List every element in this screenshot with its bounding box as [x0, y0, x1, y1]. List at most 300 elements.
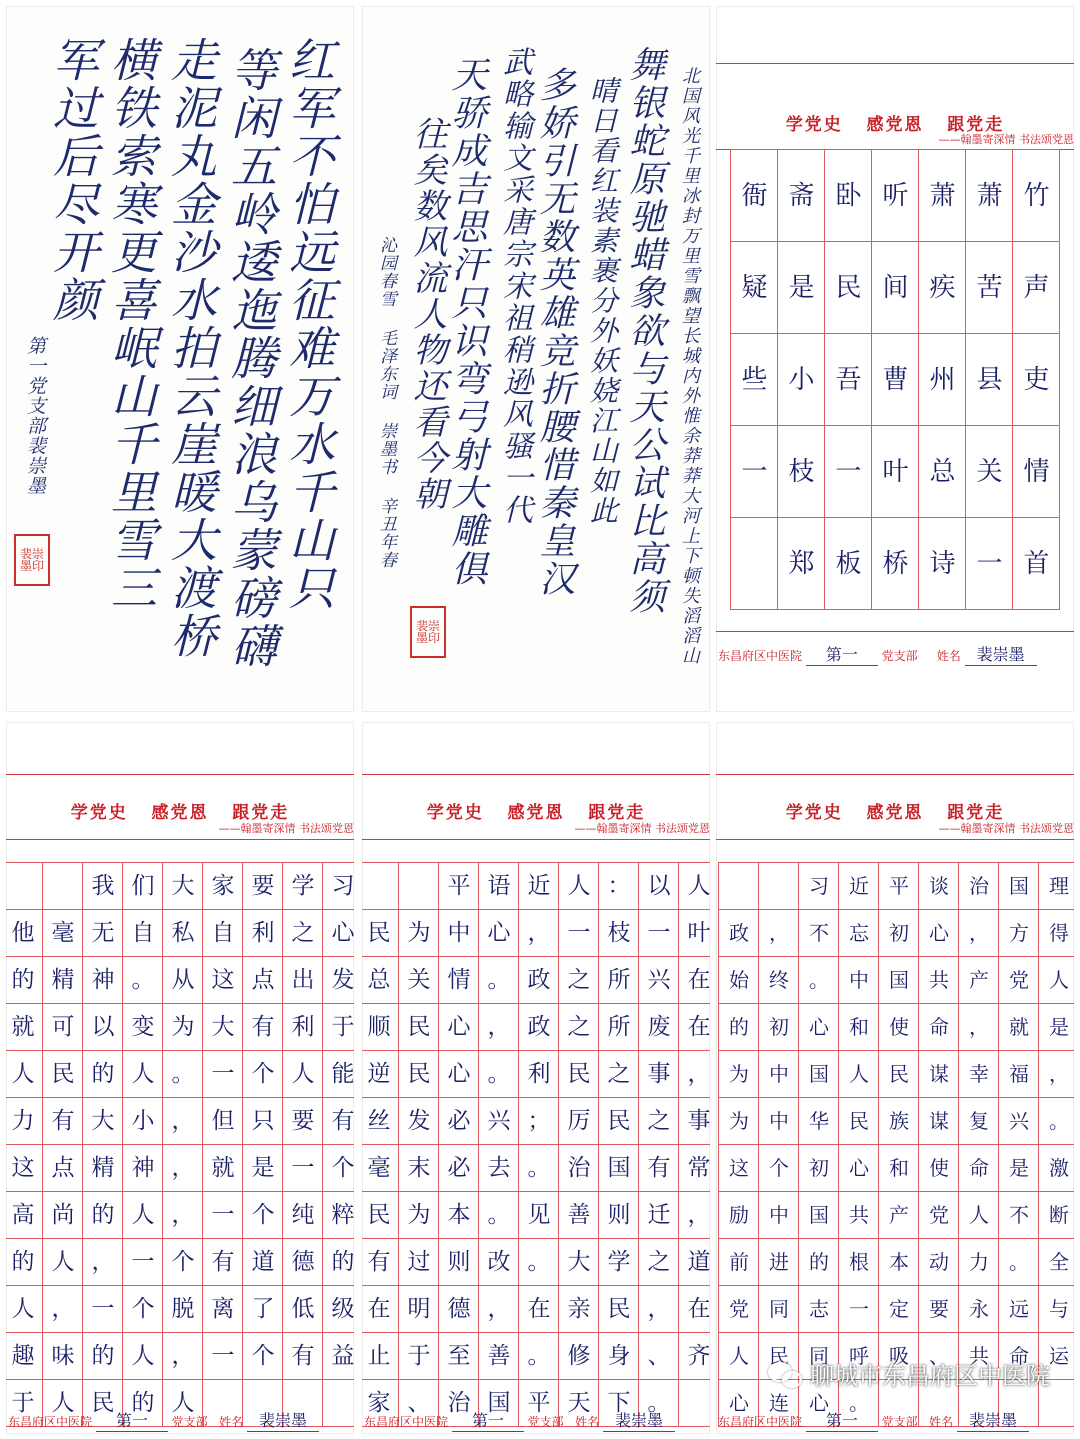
- grid-character: 发: [407, 1108, 431, 1134]
- grid-character: 之: [291, 920, 315, 946]
- grid-character: 国: [607, 1155, 631, 1181]
- grid-character: 力: [11, 1108, 35, 1134]
- grid-character: 必: [447, 1155, 471, 1181]
- grid-character: 共: [929, 968, 949, 992]
- grid-character: 至: [447, 1343, 471, 1369]
- grid-character: 以: [91, 1014, 115, 1040]
- grid-character: 就: [1009, 1015, 1029, 1039]
- grid-character: 谈: [929, 874, 949, 898]
- grid-character: 尚: [51, 1202, 75, 1228]
- grid-character: 产: [969, 968, 989, 992]
- grid-character: 有: [251, 1014, 275, 1040]
- grid-character: 自: [131, 920, 155, 946]
- grid-character: 卧: [835, 181, 862, 211]
- grid-character: 治: [567, 1155, 591, 1181]
- account-watermark: [768, 1356, 1050, 1391]
- grid-character: 板: [835, 549, 862, 579]
- grid-character: 心: [331, 920, 354, 946]
- grid-character: 。: [487, 1202, 511, 1228]
- grid-character: 小: [131, 1108, 155, 1134]
- grid-row: [362, 957, 710, 1004]
- writing-grid: [6, 862, 354, 1427]
- grid-character: 激: [1049, 1156, 1069, 1180]
- divider: [716, 631, 1074, 632]
- grid-row: [731, 150, 1060, 242]
- divider: [716, 774, 1074, 775]
- grid-character: 人: [291, 1061, 315, 1087]
- grid-character: 州: [929, 365, 956, 395]
- grid-character: 要: [251, 873, 275, 899]
- grid-character: 命: [929, 1015, 949, 1039]
- org-name: 东昌府区中医院: [718, 1415, 803, 1429]
- grid-character: 力: [969, 1250, 989, 1274]
- grid-row: [719, 1051, 1074, 1098]
- grid-character: 人: [11, 1061, 35, 1087]
- name-value: 裴崇墨: [968, 1411, 1017, 1430]
- grid-character: 逆: [367, 1061, 391, 1087]
- grid-character: 纯: [291, 1202, 315, 1228]
- grid-character: 国: [1009, 874, 1029, 898]
- grid-character: 的: [91, 1343, 115, 1369]
- name-label: 姓名: [575, 1415, 600, 1429]
- grid-character: 初: [889, 921, 909, 945]
- org-name: 东昌府区中医院: [718, 649, 803, 663]
- grid-row: [6, 910, 354, 957]
- grid-character: 德: [447, 1296, 471, 1322]
- grid-character: 必: [447, 1108, 471, 1134]
- grid-row: [6, 1239, 354, 1286]
- grid-character: 出: [291, 967, 315, 993]
- sheet-subtitle: ——翰墨寄深情 书法颂党恩: [218, 822, 354, 835]
- grid-row: [719, 1192, 1074, 1239]
- grid-character: 永: [969, 1297, 989, 1321]
- grid-character: 斋: [788, 181, 815, 211]
- grid-character: 是: [1049, 1015, 1069, 1039]
- grid-character: 学: [291, 873, 315, 899]
- grid-character: 政: [527, 1014, 551, 1040]
- calligraphy-column: 武略输文采唐宗宋祖稍逊风骚一代: [497, 46, 532, 526]
- grid-character: 近: [849, 874, 869, 898]
- branch-label: 党支部: [171, 1415, 208, 1429]
- grid-character: 萧: [976, 181, 1003, 211]
- grid-character: 我: [91, 873, 115, 899]
- writing-grid: [718, 862, 1074, 1427]
- grid-character: 听: [882, 181, 909, 211]
- grid-character: 亲: [567, 1296, 591, 1322]
- grid-character: 变: [131, 1014, 155, 1040]
- grid-character: 郑: [788, 549, 815, 579]
- sheet-title: 学党史 感党恩 跟党走: [426, 803, 646, 823]
- org-name: 东昌府区中医院: [8, 1415, 93, 1429]
- grid-character: 学: [607, 1249, 631, 1275]
- grid-character: 一: [849, 1297, 869, 1321]
- grid-character: 疾: [929, 273, 956, 303]
- grid-character: 民: [407, 1061, 431, 1087]
- grid-character: ，: [1049, 1062, 1069, 1086]
- grid-character: 在: [687, 967, 710, 993]
- grid-character: 命: [969, 1156, 989, 1180]
- grid-character: 善: [567, 1202, 591, 1228]
- grid-character: 为: [407, 1202, 431, 1228]
- grid-character: 萧: [929, 181, 956, 211]
- grid-character: 个: [251, 1061, 275, 1087]
- grid-character: 善: [487, 1343, 511, 1369]
- grid-character: 。: [527, 1249, 551, 1275]
- grid-character: 为: [729, 1109, 749, 1133]
- writing-grid: [730, 149, 1060, 610]
- grid-character: 厉: [567, 1108, 591, 1134]
- grid-character: 见: [527, 1202, 551, 1228]
- grid-character: 神: [91, 967, 115, 993]
- grid-character: 天: [567, 1390, 591, 1416]
- grid-character: 人: [729, 1344, 749, 1368]
- grid-character: 。: [527, 1343, 551, 1369]
- grid-character: 人: [11, 1296, 35, 1322]
- grid-row: [719, 957, 1074, 1004]
- grid-row: [6, 863, 354, 910]
- grid-character: 平: [889, 874, 909, 898]
- grid-character: 党: [1009, 968, 1029, 992]
- grid-character: 精: [51, 967, 75, 993]
- grid-character: 为: [171, 1014, 195, 1040]
- grid-character: 一: [211, 1343, 235, 1369]
- grid-character: 就: [11, 1014, 35, 1040]
- grid-character: 理: [1049, 874, 1069, 898]
- grid-character: 同: [809, 1344, 829, 1368]
- grid-character: 精: [91, 1155, 115, 1181]
- grid-character: 心: [849, 1156, 869, 1180]
- sheet-title: 学党史 感党恩 跟党走: [70, 803, 290, 823]
- grid-character: 所: [607, 967, 631, 993]
- grid-character: 党: [729, 1297, 749, 1321]
- grid-character: 要: [929, 1297, 949, 1321]
- grid-character: 个: [331, 1155, 354, 1181]
- calligraphy-column: 军过后尽开颜: [46, 36, 100, 324]
- grid-character: 道: [251, 1249, 275, 1275]
- grid-character: 自: [211, 920, 235, 946]
- grid-character: 初: [809, 1156, 829, 1180]
- grid-character: 始: [729, 968, 749, 992]
- grid-character: 身: [607, 1343, 631, 1369]
- grid-character: 总: [929, 457, 956, 487]
- grid-character: 福: [1009, 1062, 1029, 1086]
- grid-character: 一: [567, 920, 591, 946]
- grid-character: 吸: [889, 1344, 909, 1368]
- grid-character: 的: [11, 1249, 35, 1275]
- grid-character: 趣: [11, 1343, 35, 1369]
- calligraphy-column: 往矣数风流人物还看今朝: [407, 116, 447, 512]
- grid-character: 这: [11, 1155, 35, 1181]
- grid-character: 近: [527, 873, 551, 899]
- sheet-footer: [8, 1408, 354, 1432]
- grid-character: 断: [1049, 1203, 1069, 1227]
- divider: [6, 839, 354, 840]
- grid-character: 小: [788, 365, 815, 395]
- grid-character: 之: [647, 1108, 671, 1134]
- grid-character: 为: [729, 1062, 749, 1086]
- grid-character: 动: [929, 1250, 949, 1274]
- grid-character: 全: [1049, 1250, 1069, 1274]
- grid-character: 有: [331, 1108, 354, 1134]
- grid-character: 神: [131, 1155, 155, 1181]
- grid-character: 为: [407, 920, 431, 946]
- grid-row: [719, 1145, 1074, 1192]
- signature: 沁园春雪 毛泽东词 崇墨书 辛丑年春: [376, 236, 396, 569]
- grid-character: 。: [171, 1061, 195, 1087]
- branch-value: 第一: [115, 1411, 148, 1430]
- grid-character: 家: [367, 1390, 391, 1416]
- grid-character: 初: [769, 1015, 789, 1039]
- grid-character: ，: [51, 1296, 75, 1322]
- grid-character: 大: [91, 1108, 115, 1134]
- grid-character: 得: [1049, 921, 1069, 945]
- grid-character: 是: [1009, 1156, 1029, 1180]
- branch-label: 党支部: [881, 649, 918, 663]
- name-value: 裴崇墨: [976, 645, 1025, 664]
- grid-character: 。: [849, 1391, 869, 1415]
- grid-character: 民: [367, 920, 391, 946]
- grid-character: 之: [607, 1061, 631, 1087]
- grid-row: [731, 518, 1060, 610]
- grid-character: 关: [407, 967, 431, 993]
- grid-character: 首: [1023, 549, 1050, 579]
- grid-character: 心: [809, 1391, 829, 1415]
- grid-row: [362, 910, 710, 957]
- grid-character: 族: [889, 1109, 909, 1133]
- grid-character: 定: [889, 1297, 909, 1321]
- grid-character: 一: [91, 1296, 115, 1322]
- sheet-subtitle: ——翰墨寄深情 书法颂党恩: [938, 133, 1074, 146]
- grid-character: 平: [527, 1390, 551, 1416]
- grid-character: 毫: [51, 920, 75, 946]
- calligraphy-column: 天骄成吉思汗只识弯弓射大雕俱: [446, 56, 487, 588]
- grid-character: 点: [51, 1155, 75, 1181]
- grid-character: 治: [969, 874, 989, 898]
- signature: 第一党支部裴崇墨: [24, 336, 46, 496]
- grid-character: ，: [687, 1061, 710, 1087]
- grid-character: 声: [1023, 273, 1050, 303]
- grid-character: 的: [331, 1249, 354, 1275]
- grid-character: 中: [849, 968, 869, 992]
- grid-character: 励: [729, 1203, 749, 1227]
- grid-character: 共: [969, 1344, 989, 1368]
- sheet-footer: [718, 642, 1074, 666]
- grid-character: 人: [51, 1249, 75, 1275]
- grid-character: 丝: [367, 1108, 391, 1134]
- grid-sheet-original-mission: [716, 722, 1074, 1434]
- grid-character: 民: [567, 1061, 591, 1087]
- grid-row: [719, 910, 1074, 957]
- calligraphy-column: 等闲五岭逶迤腾细浪乌蒙磅礴: [224, 46, 278, 670]
- grid-character: ，: [647, 1296, 671, 1322]
- grid-row: [362, 1333, 710, 1380]
- grid-row: [719, 1098, 1074, 1145]
- grid-character: 益: [331, 1343, 354, 1369]
- grid-character: 道: [687, 1249, 710, 1275]
- grid-character: 一: [291, 1155, 315, 1181]
- grid-character: 是: [251, 1155, 275, 1181]
- grid-sheet-xi-quotes: [362, 722, 710, 1434]
- grid-character: 人: [171, 1390, 195, 1416]
- grid-row: [362, 863, 710, 910]
- grid-character: 命: [1009, 1344, 1029, 1368]
- grid-character: 。: [1049, 1109, 1069, 1133]
- grid-character: 能: [331, 1061, 354, 1087]
- grid-character: ，: [969, 921, 989, 945]
- grid-character: 一: [741, 457, 768, 487]
- calligraphy-column: 北国风光千里冰封万里雪飘望长城内外惟余莽莽大河上下顿失滔滔山: [679, 66, 700, 666]
- grid-character: 在: [687, 1296, 710, 1322]
- grid-character: ，: [171, 1343, 195, 1369]
- grid-character: 有: [367, 1249, 391, 1275]
- grid-character: 他: [11, 920, 35, 946]
- red-seal-stamp: 裴崇墨印: [410, 606, 446, 658]
- grid-character: 修: [567, 1343, 591, 1369]
- divider: [716, 839, 1074, 840]
- grid-character: ，: [171, 1108, 195, 1134]
- grid-row: [731, 334, 1060, 426]
- grid-character: 人: [1049, 968, 1069, 992]
- grid-character: 低: [291, 1296, 315, 1322]
- grid-character: 人: [131, 1061, 155, 1087]
- calligraphy-column: 舞银蛇原驰蜡象欲与天公试比高须: [624, 46, 665, 616]
- grid-character: 利: [527, 1061, 551, 1087]
- grid-character: 民: [849, 1109, 869, 1133]
- sheet-subtitle: ——翰墨寄深情 书法颂党恩: [574, 822, 710, 835]
- grid-character: 和: [849, 1015, 869, 1039]
- grid-character: 个: [131, 1296, 155, 1322]
- grid-character: 人: [969, 1203, 989, 1227]
- name-label: 姓名: [219, 1415, 244, 1429]
- grid-character: 忘: [849, 921, 869, 945]
- grid-character: 谋: [929, 1109, 949, 1133]
- grid-character: 情: [1023, 457, 1050, 487]
- sheet-subtitle: ——翰墨寄深情 书法颂党恩: [938, 822, 1074, 835]
- grid-character: 终: [769, 968, 789, 992]
- grid-character: 产: [889, 1203, 909, 1227]
- grid-character: 这: [211, 967, 235, 993]
- grid-character: 曹: [882, 365, 909, 395]
- grid-character: 的: [11, 967, 35, 993]
- grid-character: 心: [729, 1391, 749, 1415]
- grid-character: 只: [251, 1108, 275, 1134]
- grid-character: 级: [331, 1296, 354, 1322]
- grid-character: 之: [567, 1014, 591, 1040]
- grid-character: 事: [687, 1108, 710, 1134]
- grid-character: 人: [51, 1390, 75, 1416]
- grid-character: 本: [889, 1250, 909, 1274]
- grid-row: [362, 1145, 710, 1192]
- grid-character: 点: [251, 967, 275, 993]
- grid-character: 与: [1049, 1297, 1069, 1321]
- grid-character: 废: [647, 1014, 671, 1040]
- grid-character: 。: [131, 967, 155, 993]
- grid-sheet-poem: [716, 6, 1074, 712]
- grid-character: 民: [889, 1062, 909, 1086]
- grid-character: 、: [929, 1344, 949, 1368]
- grid-character: 运: [1049, 1344, 1069, 1368]
- grid-character: 大: [211, 1014, 235, 1040]
- name-label: 姓名: [929, 1415, 954, 1429]
- grid-character: 在: [527, 1296, 551, 1322]
- grid-character: ，: [171, 1202, 195, 1228]
- grid-character: 间: [882, 273, 909, 303]
- name-value: 裴崇墨: [614, 1411, 663, 1430]
- grid-character: 们: [131, 873, 155, 899]
- grid-character: 国: [809, 1062, 829, 1086]
- grid-row: [6, 957, 354, 1004]
- sheet-footer: [718, 1408, 1074, 1432]
- grid-character: 中: [769, 1062, 789, 1086]
- grid-character: 高: [11, 1202, 35, 1228]
- writing-grid: [362, 862, 710, 1427]
- grid-character: 。: [527, 1155, 551, 1181]
- calligraphy-column: 红军不怕远征难万水千山只: [282, 36, 336, 612]
- name-value: 裴崇墨: [258, 1411, 307, 1430]
- grid-character: 人: [131, 1343, 155, 1369]
- grid-row: [719, 1004, 1074, 1051]
- grid-character: 顺: [367, 1014, 391, 1040]
- grid-character: 大: [171, 873, 195, 899]
- grid-character: 民: [91, 1390, 115, 1416]
- grid-character: 之: [567, 967, 591, 993]
- grid-character: 志: [809, 1297, 829, 1321]
- grid-character: 国: [889, 968, 909, 992]
- grid-character: ，: [91, 1249, 115, 1275]
- grid-character: 私: [171, 920, 195, 946]
- grid-character: 不: [1009, 1203, 1029, 1227]
- grid-character: [43, 863, 83, 910]
- grid-character: 衙: [741, 181, 768, 211]
- grid-character: 共: [849, 1203, 869, 1227]
- grid-character: 齐: [687, 1343, 710, 1369]
- grid-character: 无: [91, 920, 115, 946]
- grid-character: 吏: [1023, 365, 1050, 395]
- grid-character: 以: [647, 873, 671, 899]
- grid-row: [719, 1239, 1074, 1286]
- grid-character: 平: [447, 873, 471, 899]
- grid-character: 味: [51, 1343, 75, 1369]
- grid-character: 要: [291, 1108, 315, 1134]
- grid-character: 同: [769, 1297, 789, 1321]
- grid-character: [719, 863, 759, 910]
- grid-character: 个: [251, 1343, 275, 1369]
- grid-character: 使: [889, 1015, 909, 1039]
- grid-character: 在: [367, 1296, 391, 1322]
- grid-row: [6, 1051, 354, 1098]
- grid-character: 。: [487, 967, 511, 993]
- grid-character: 大: [567, 1249, 591, 1275]
- grid-row: [6, 1286, 354, 1333]
- grid-character: 的: [91, 1061, 115, 1087]
- grid-character: 过: [407, 1249, 431, 1275]
- grid-character: 关: [976, 457, 1003, 487]
- grid-character: 所: [607, 1014, 631, 1040]
- grid-character: 民: [835, 273, 862, 303]
- grid-character: 从: [171, 967, 195, 993]
- grid-character: 就: [211, 1155, 235, 1181]
- grid-row: [719, 1286, 1074, 1333]
- divider: [362, 839, 710, 840]
- grid-character: 、: [647, 1343, 671, 1369]
- branch-label: 党支部: [881, 1415, 918, 1429]
- grid-character: 。: [1009, 1250, 1029, 1274]
- grid-row: [362, 1239, 710, 1286]
- grid-character: 民: [607, 1296, 631, 1322]
- grid-character: [362, 863, 399, 910]
- divider: [6, 774, 354, 775]
- grid-row: [6, 1145, 354, 1192]
